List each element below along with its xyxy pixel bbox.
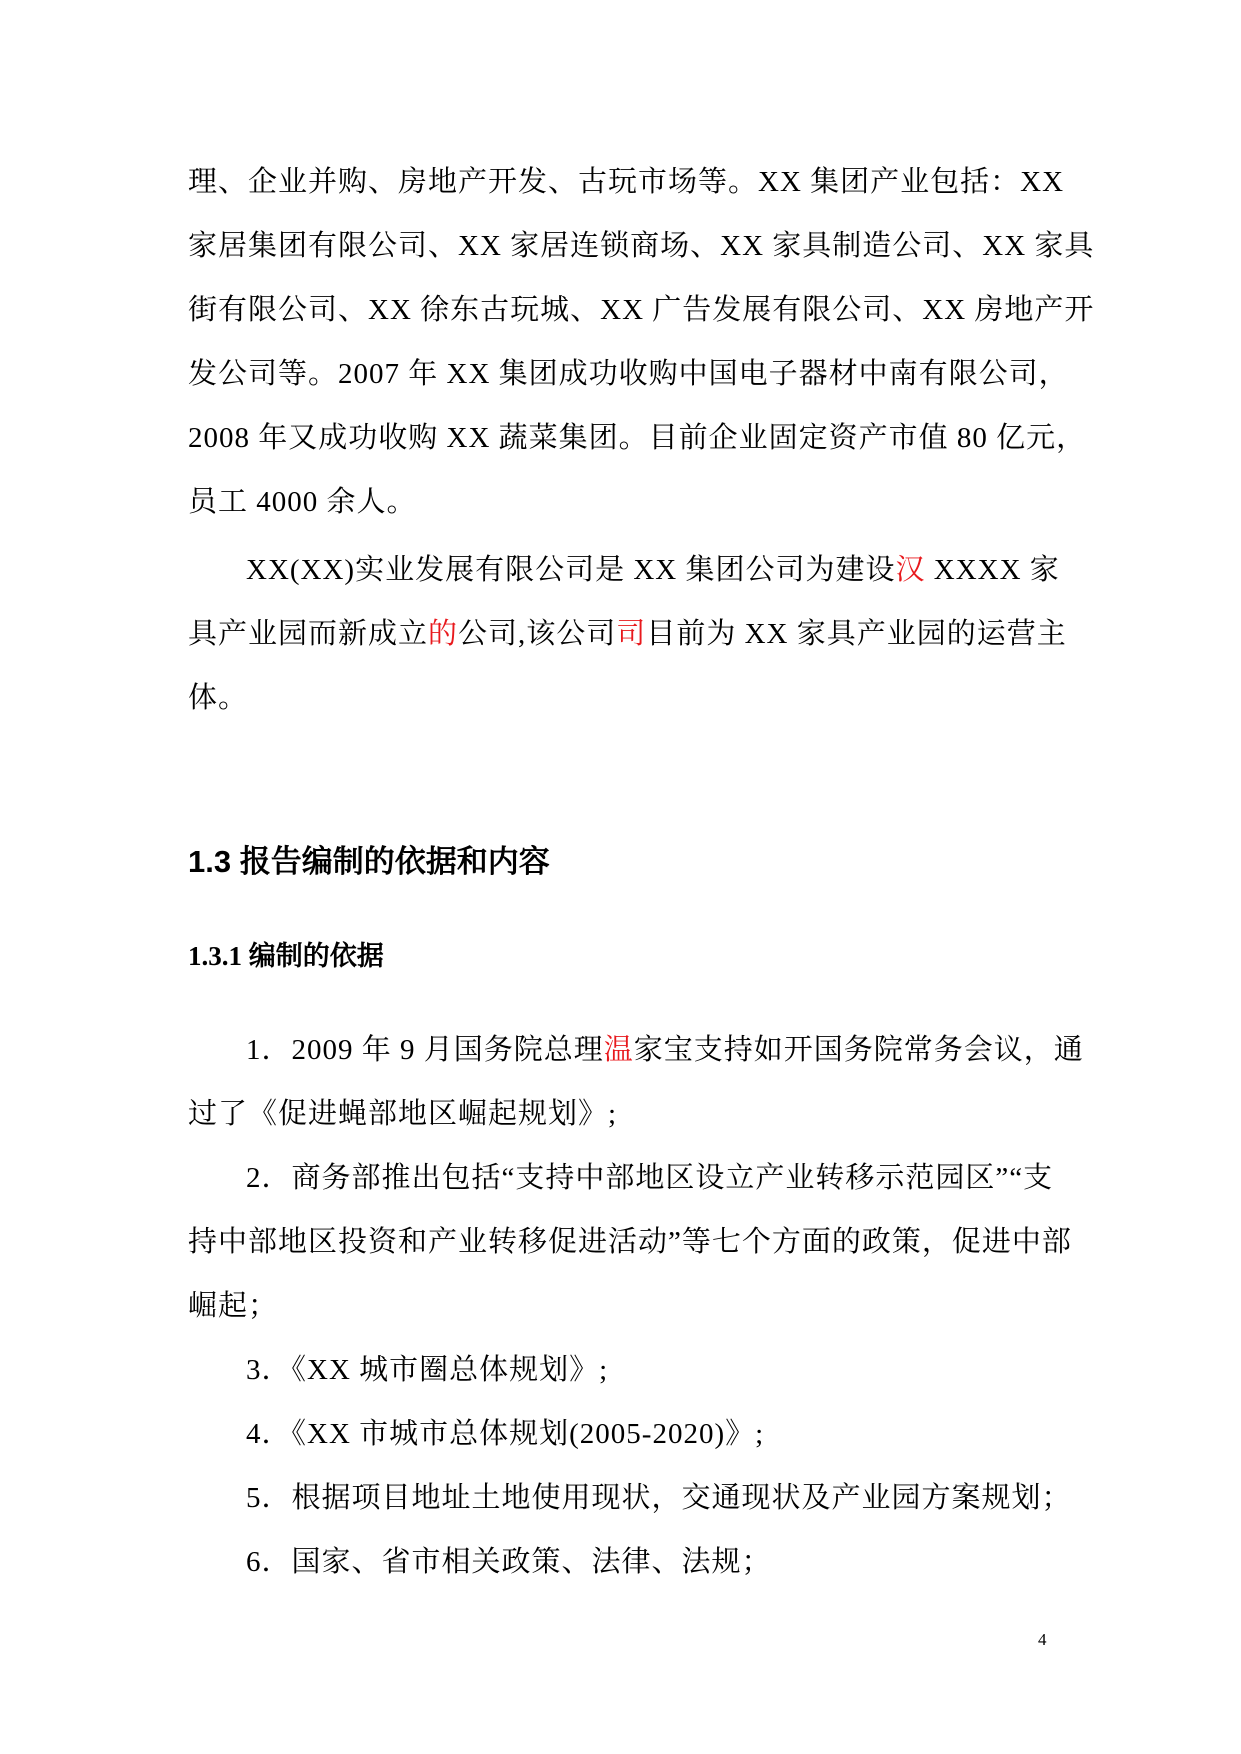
intro-paragraph <box>188 150 1095 534</box>
text-run: 家宝支持如开国务院常务会议，通 <box>633 1034 1084 1066</box>
intro-line: 理、企业并购、房地产开发、古玩市场等。XX 集团产业包括：XX <box>188 166 1065 198</box>
text-run: 公司,该公司 <box>458 618 617 650</box>
highlighted-char: 汉 <box>895 554 926 586</box>
list-item-6: 6．国家、省市相关政策、法律、法规； <box>246 1546 772 1578</box>
highlighted-char: 的 <box>428 618 459 650</box>
text-run: 目前为 XX 家具产业园的运营主 <box>646 618 1067 650</box>
company-line: 体。 <box>188 682 249 714</box>
intro-line: 员工 4000 余人。 <box>188 486 417 518</box>
list-item-1 <box>188 1018 1084 1082</box>
text-run: XX(XX)实业发展有限公司是 XX 集团公司为建设 <box>246 554 896 586</box>
list-item-2-cont: 崛起； <box>188 1290 279 1322</box>
intro-line: 2008 年又成功收购 XX 蔬菜集团。目前企业固定资产市值 80 亿元， <box>188 422 1087 454</box>
text-run: 1．2009 年 9 月国务院总理 <box>246 1034 604 1066</box>
intro-line: 家居集团有限公司、XX 家居连锁商场、XX 家具制造公司、XX 家具 <box>188 230 1095 262</box>
intro-line: 发公司等。2007 年 XX 集团成功收购中国电子器材中南有限公司， <box>188 358 1069 390</box>
list-item-2-cont: 持中部地区投资和产业转移促进活动”等七个方面的政策，促进中部 <box>188 1226 1072 1258</box>
section-heading: 1.3 报告编制的依据和内容 <box>188 844 550 879</box>
text-run: 具产业园而新成立 <box>188 618 429 650</box>
list-item-2: 2．商务部推出包括“支持中部地区设立产业转移示范园区”“支 <box>246 1162 1054 1194</box>
list-item-3: 3．《XX 城市圈总体规划》; <box>246 1354 609 1386</box>
intro-line: 街有限公司、XX 徐东古玩城、XX 广告发展有限公司、XX 房地产开 <box>188 294 1095 326</box>
highlighted-char: 司 <box>616 618 647 650</box>
company-line <box>188 538 1060 602</box>
list-item-1-cont: 过了《促进蝇部地区崛起规划》; <box>188 1098 618 1130</box>
list-item-5: 5．根据项目地址土地使用现状，交通现状及产业园方案规划； <box>246 1482 1072 1514</box>
list-item-4: 4．《XX 市城市总体规划(2005-2020)》; <box>246 1418 765 1450</box>
company-line <box>188 602 1067 666</box>
page-number: 4 <box>1038 1630 1047 1649</box>
basis-list <box>188 1018 1084 1594</box>
text-run: XXXX 家 <box>925 554 1060 586</box>
highlighted-char: 温 <box>603 1034 634 1066</box>
company-paragraph <box>188 538 1067 730</box>
subsection-heading: 1.3.1 编制的依据 <box>188 941 384 971</box>
